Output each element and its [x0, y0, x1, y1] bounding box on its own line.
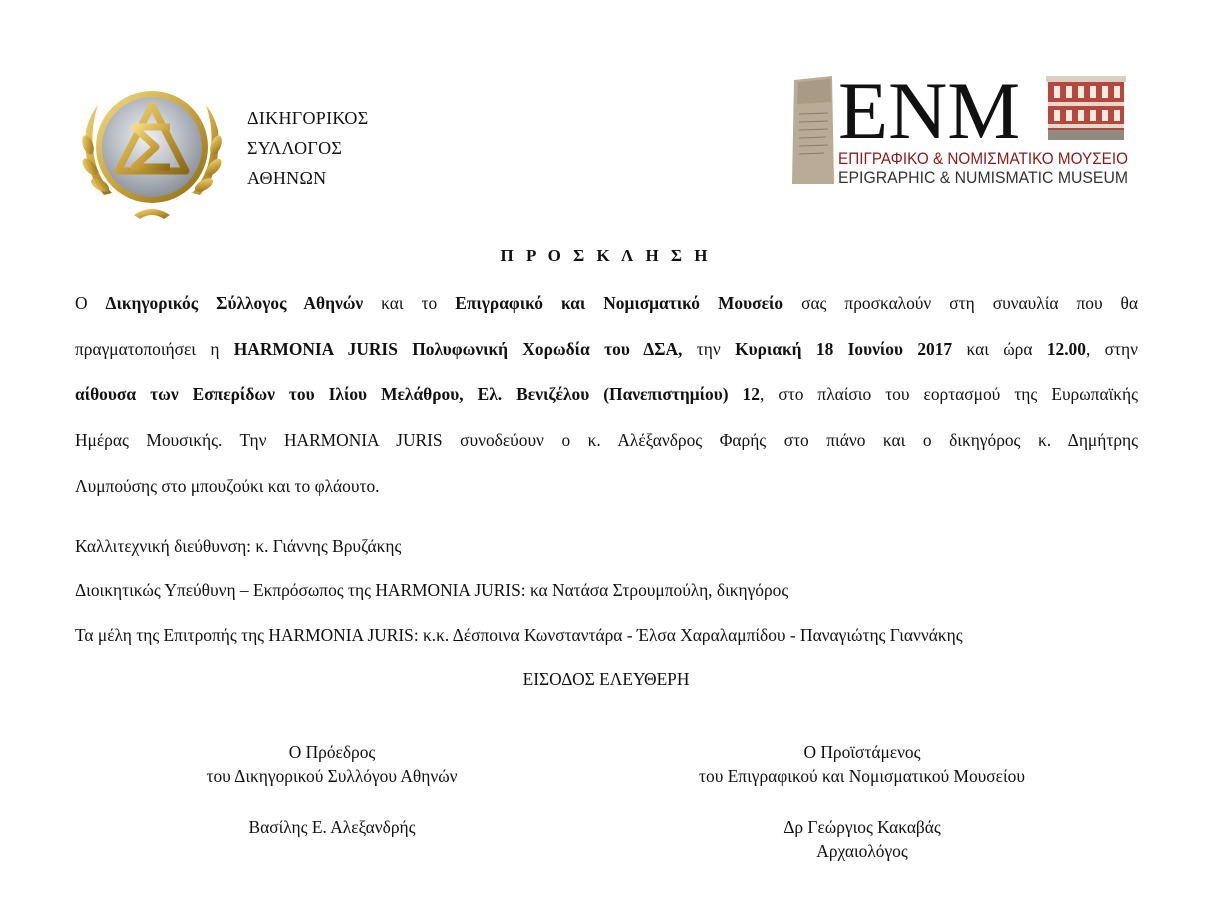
administrative-representative: Διοικητικώς Υπεύθυνη – Εκπρόσωπος της HARMONIA JURIS: κα Νατάσα Στρουμπούλη, δικηγόρος [75, 580, 789, 600]
signature-block-director [640, 740, 1084, 863]
invitation-title: Π Ρ Ο Σ Κ Λ Η Σ Η [500, 246, 712, 265]
association-name-line-3: ΑΘΗΝΩΝ [247, 168, 327, 188]
signature-block-president [150, 740, 514, 839]
association-name-line-1: ΔΙΚΗΓΟΡΙΚΟΣ [247, 108, 369, 128]
free-entry-notice: ΕΙΣΟΔΟΣ ΕΛΕΥΘΕΡΗ [522, 669, 690, 689]
signature-organization: του Επιγραφικού και Νομισματικού Μουσείου [699, 766, 1025, 786]
association-name-line-2: ΣΥΛΛΟΓΟΣ [247, 138, 343, 158]
paragraph-line-5: Λυμπούσης στο μπουζούκι και το φλάουτο. [75, 476, 380, 496]
committee-members: Τα μέλη της Επιτροπής της HARMONIA JURIS: κ.κ. Δέσποινα Κωνσταντάρα - Έλσα Χαραλαμπίδου - Παναγιώτης Γιαννάκης [75, 625, 963, 645]
stele-image [792, 76, 834, 184]
museum-logo-letters: ENM [838, 72, 1021, 156]
signature-name: Βασίλης Ε. Αλεξανδρής [248, 817, 416, 837]
museum-building-image [1046, 76, 1126, 140]
paragraph-line-2: πραγματοποιήσει η HARMONIA JURIS Πολυφωνική Χορωδία του ΔΣΑ, την Κυριακή 18 Ιουνίου 2017 και ώρα 12.00, στην [75, 339, 1138, 359]
museum-logo [790, 72, 1130, 192]
signature-title: Αρχαιολόγος [816, 841, 908, 861]
signature-role: Ο Πρόεδρος [288, 742, 376, 762]
signature-role: Ο Προϊστάμενος [803, 742, 921, 762]
artistic-direction: Καλλιτεχνική διεύθυνση: κ. Γιάννης Βρυζάκης [75, 536, 402, 556]
museum-name-greek: ΕΠΙΓΡΑΦΙΚΟ & ΝΟΜΙΣΜΑΤΙΚΟ ΜΟΥΣΕΙΟ [838, 150, 1129, 168]
paragraph-line-1: Ο Δικηγορικός Σύλλογος Αθηνών και το Επιγραφικό και Νομισματικό Μουσείο σας προσκαλούν στη συναυλία που θα [75, 293, 1138, 313]
signature-organization: του Δικηγορικού Συλλόγου Αθηνών [206, 766, 458, 786]
museum-name-english: EPIGRAPHIC & NUMISMATIC MUSEUM [838, 169, 1128, 187]
signature-name: Δρ Γεώργιος Κακαβάς [783, 817, 941, 837]
bar-association-logo [74, 75, 230, 225]
paragraph-line-3: αίθουσα των Εσπερίδων του Ιλίου Μελάθρου, Ελ. Βενιζέλου (Πανεπιστημίου) 12, στο πλαίσιο του εορτασμού της Ευρωπαϊκής [75, 384, 1138, 404]
paragraph-line-4: Ημέρας Μουσικής. Την HARMONIA JURIS συνοδεύουν ο κ. Αλέξανδρος Φαρής στο πιάνο και ο δικηγόρος κ. Δημήτρης [75, 430, 1138, 450]
